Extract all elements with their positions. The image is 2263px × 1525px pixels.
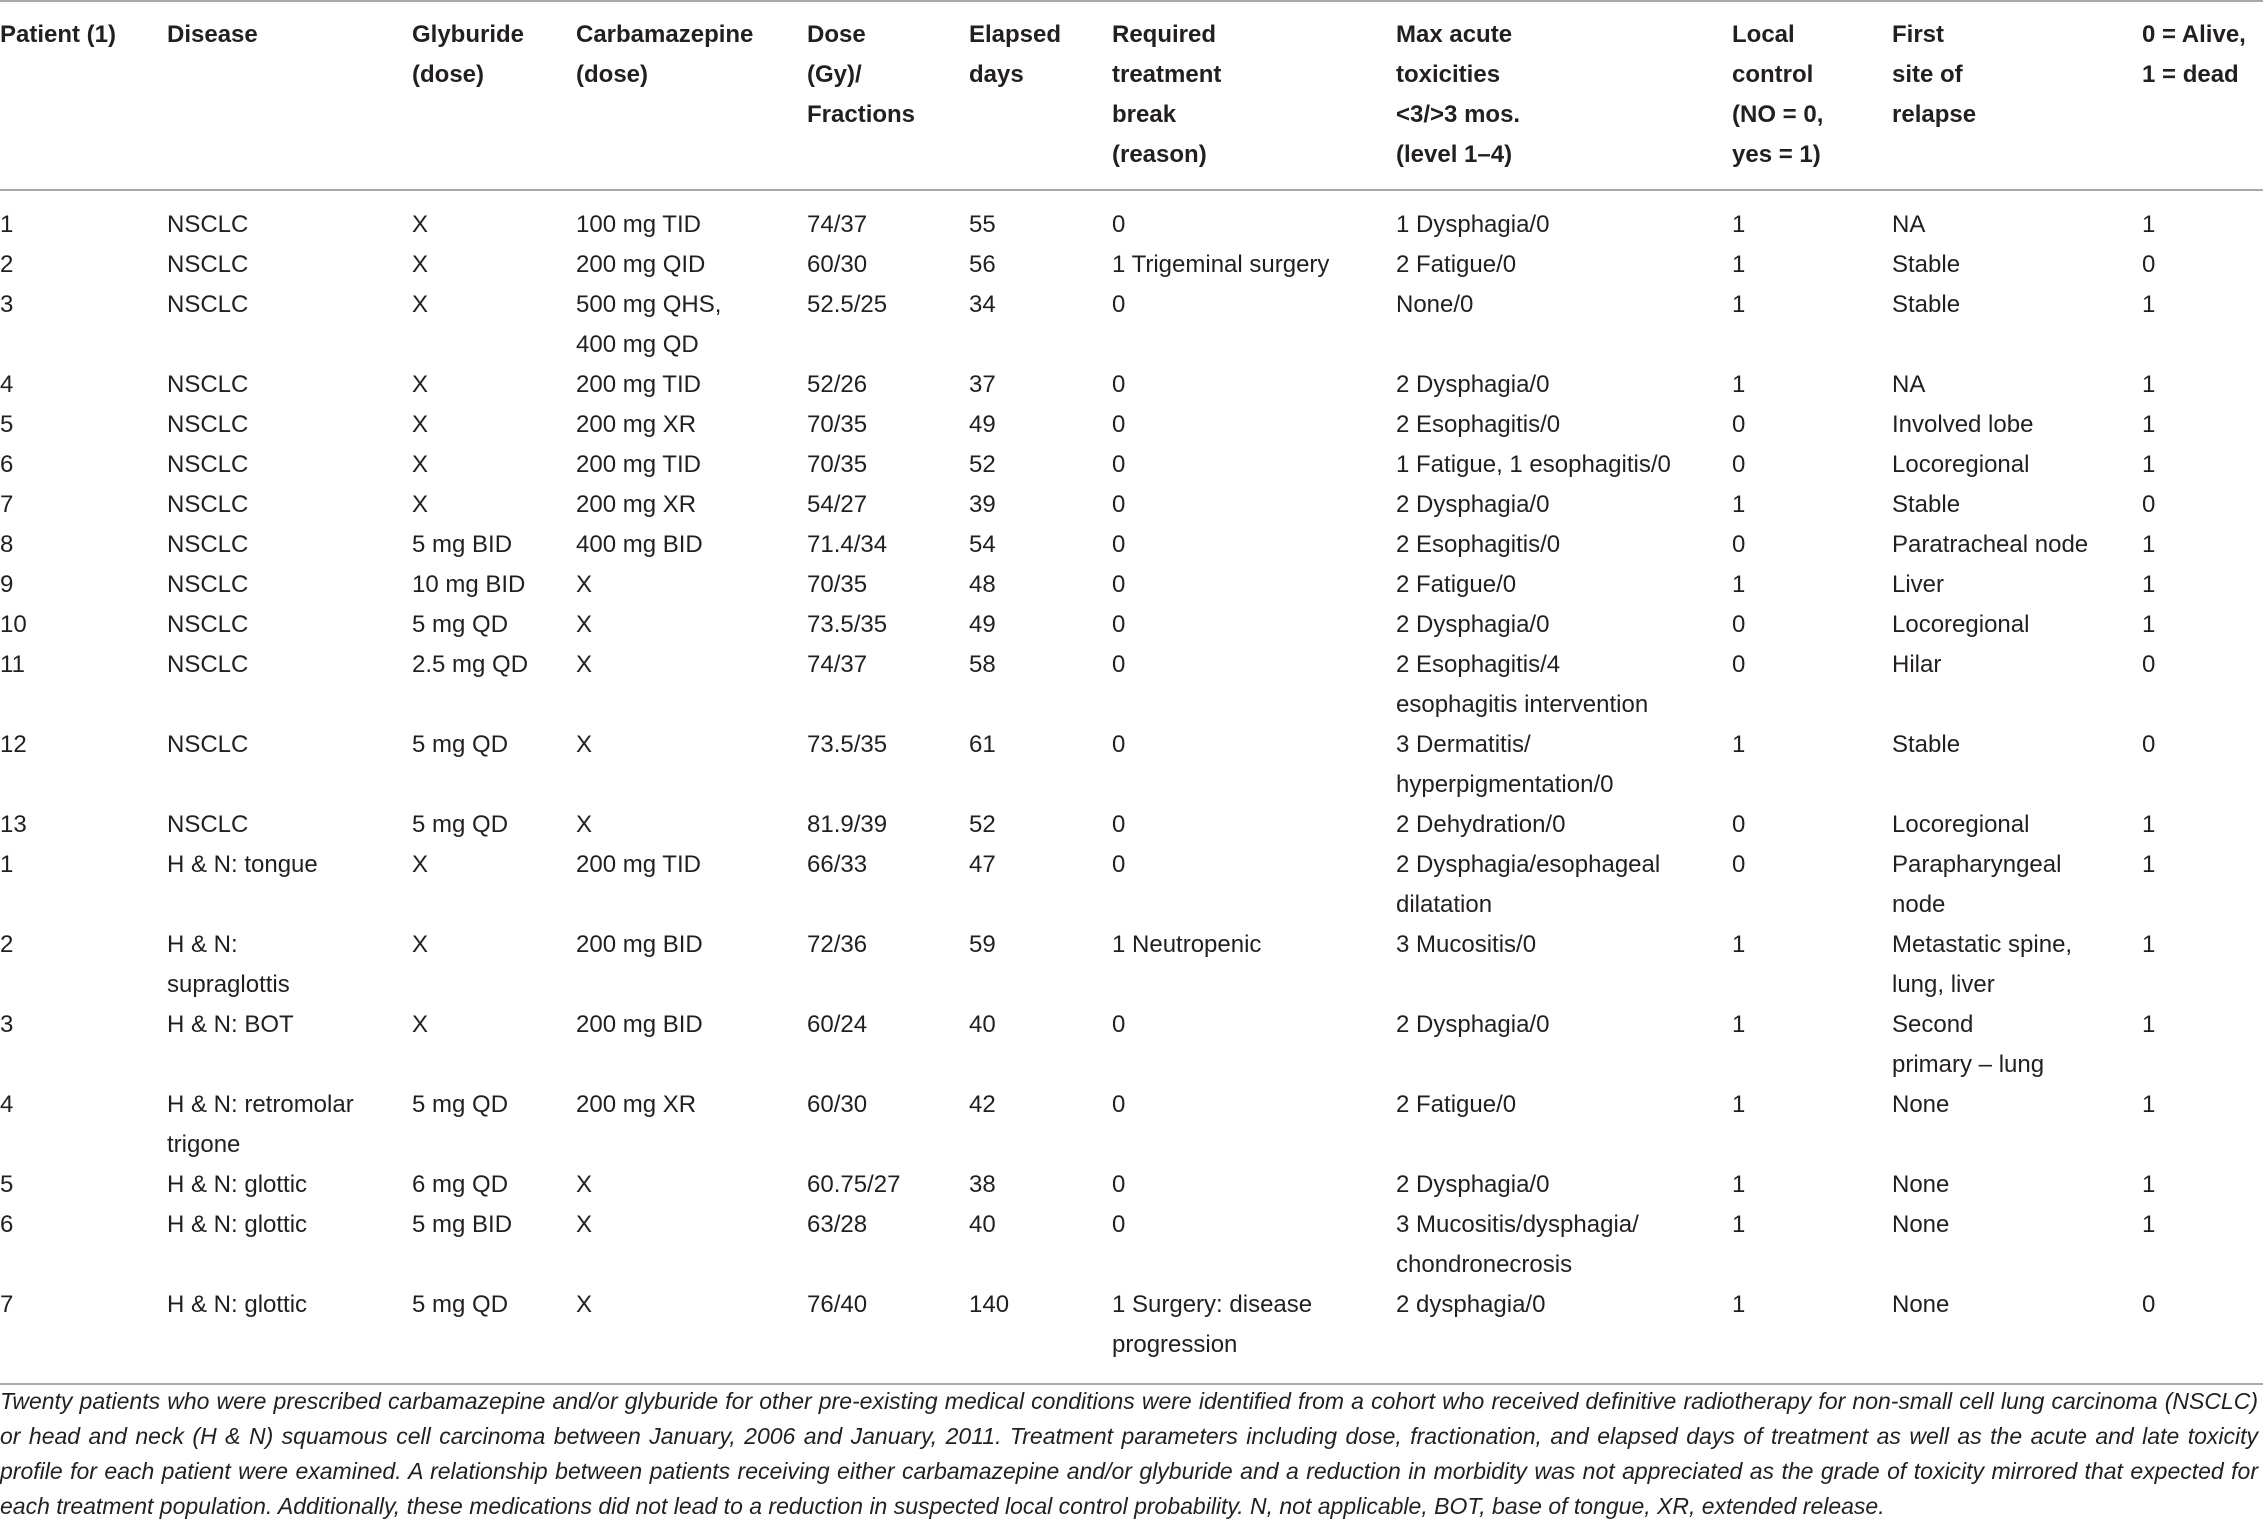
table-cell: 2	[0, 251, 14, 278]
table-cell: X	[412, 371, 429, 398]
table-cell: 72/36	[807, 931, 868, 958]
table-cell: 13	[0, 811, 27, 838]
table-cell: 2 Dysphagia/0	[1396, 371, 1550, 398]
table-cell: 1	[2142, 851, 2156, 878]
table-cell: 6 mg QD	[412, 1171, 509, 1198]
table-cell: 5 mg QD	[412, 1285, 576, 1384]
column-header: Dose (Gy)/ Fractions	[807, 1, 969, 190]
table-cell: Paratracheal node	[1892, 531, 2089, 558]
table-row	[0, 485, 2263, 525]
table-cell: NSCLC	[167, 291, 249, 318]
table-cell: 0	[1732, 411, 1746, 438]
table-row	[0, 805, 2263, 845]
table-cell: 0	[1112, 1091, 1126, 1118]
table-cell: 1	[1732, 931, 1746, 958]
table-cell: 1	[1732, 491, 1746, 518]
table-cell: 4	[0, 1091, 14, 1118]
table-cell: 200 mg BID	[576, 931, 703, 958]
table-cell: 2	[0, 931, 14, 958]
table-cell: 3 Mucositis/0	[1396, 931, 1537, 958]
table-cell: 0	[2142, 651, 2156, 678]
table-header	[0, 1, 2263, 190]
table-cell: None	[1892, 1171, 1950, 1198]
table-cell: Stable	[1892, 291, 1961, 318]
table-cell: 1	[2142, 1211, 2156, 1238]
table-row	[0, 645, 2263, 725]
table-cell: 3 Mucositis/dysphagia/ chondronecrosis	[1396, 1211, 1639, 1278]
table-cell: NSCLC	[167, 251, 249, 278]
table-cell: 0	[1112, 811, 1126, 838]
table-cell: 10	[0, 611, 27, 638]
table-cell: 200 mg XR	[576, 1091, 697, 1118]
table-cell: 0	[1112, 731, 1126, 758]
table-cell: 60.75/27	[807, 1171, 901, 1198]
table-cell: H & N: retromolar trigone	[167, 1091, 354, 1158]
table-cell: X	[576, 731, 593, 758]
table-cell: 0	[2142, 731, 2156, 758]
table-row	[0, 1285, 2263, 1384]
table-cell: 200 mg XR	[576, 411, 697, 438]
table-cell: 4	[0, 371, 14, 398]
table-cell: NSCLC	[167, 611, 249, 638]
table-cell: Stable	[1892, 251, 1961, 278]
table-cell: 5 mg BID	[412, 1211, 513, 1238]
table-cell: 73.5/35	[807, 731, 888, 758]
table-cell: 70/35	[807, 411, 868, 438]
table-cell: 39	[969, 491, 996, 518]
table-cell: 2 Fatigue/0	[1396, 571, 1517, 598]
table-cell: 200 mg TID	[576, 851, 701, 878]
table-cell: 71.4/34	[807, 531, 888, 558]
table-cell: None	[1892, 1091, 1950, 1118]
table-cell: H & N: supraglottis	[167, 931, 290, 998]
table-cell: 2 Dysphagia/0	[1396, 491, 1550, 518]
table-cell: 60/30	[807, 251, 868, 278]
column-header: Carbamazepine (dose)	[576, 1, 807, 190]
table-cell: 400 mg BID	[576, 531, 703, 558]
table-row	[0, 845, 2263, 925]
table-cell: 2 Esophagitis/0	[1396, 531, 1561, 558]
table-row	[0, 925, 2263, 1005]
table-cell: 200 mg BID	[576, 1011, 703, 1038]
table-cell: 5 mg BID	[412, 531, 513, 558]
table-row	[0, 725, 2263, 805]
table-cell: 1	[2142, 811, 2156, 838]
table-cell: 100 mg TID	[576, 211, 701, 238]
table-cell: 59	[969, 931, 996, 958]
table-cell: 1 Dysphagia/0	[1396, 211, 1550, 238]
table-cell: X	[576, 1171, 593, 1198]
table-cell: 1	[2142, 411, 2156, 438]
table-cell: None/0	[1396, 291, 1474, 318]
column-header: Elapsed days	[969, 1, 1112, 190]
column-header: Glyburide (dose)	[412, 1, 576, 190]
table-cell: X	[576, 651, 593, 678]
table-cell: 0	[1112, 571, 1126, 598]
table-cell: 5 mg QD	[412, 1091, 509, 1118]
table-cell: 1	[2142, 611, 2156, 638]
table-cell: 7	[0, 491, 14, 518]
table-cell: X	[576, 811, 593, 838]
table-cell: 0	[1112, 211, 1126, 238]
table-cell: Locoregional	[1892, 451, 2030, 478]
table-cell: 2 Dysphagia/0	[1396, 611, 1550, 638]
table-row	[0, 565, 2263, 605]
table-cell: X	[576, 1211, 593, 1238]
table-cell: 0	[1112, 451, 1126, 478]
table-cell: 49	[969, 411, 996, 438]
table-row	[0, 1005, 2263, 1085]
table-cell: 42	[969, 1091, 996, 1118]
table-cell: 40	[969, 1011, 996, 1038]
table-cell: 0	[1112, 291, 1126, 318]
table-cell: 70/35	[807, 451, 868, 478]
table-row	[0, 605, 2263, 645]
table-row	[0, 365, 2263, 405]
table-cell: X	[412, 931, 429, 958]
table-cell: 0	[1112, 1011, 1126, 1038]
table-cell: Second primary – lung	[1892, 1011, 2045, 1078]
table-cell: 1	[1732, 1171, 1746, 1198]
table-cell: 74/37	[807, 651, 868, 678]
table-cell: 0	[1112, 531, 1126, 558]
table-cell: 2 Dysphagia/0	[1396, 1011, 1550, 1038]
table-cell: 1	[1732, 1211, 1746, 1238]
table-cell: 2 Dysphagia/0	[1396, 1171, 1550, 1198]
table-row	[0, 245, 2263, 285]
table-cell: X	[412, 1011, 429, 1038]
table-row	[0, 1085, 2263, 1165]
table-cell: 3	[0, 1011, 14, 1038]
table-cell: 2 Esophagitis/4 esophagitis intervention	[1396, 651, 1649, 718]
table-cell: NA	[1892, 211, 1926, 238]
table-cell: 81.9/39	[807, 811, 888, 838]
table-cell: 66/33	[807, 851, 868, 878]
table-cell: 1	[2142, 571, 2156, 598]
table-cell: 1	[2142, 931, 2156, 958]
column-header: Patient (1)	[0, 1, 167, 190]
table-cell: 7	[0, 1285, 167, 1384]
table-cell: 0	[1732, 811, 1746, 838]
table-cell: 73.5/35	[807, 611, 888, 638]
table-cell: 1	[2142, 531, 2156, 558]
table-cell: 1	[1732, 291, 1746, 318]
table-cell: 0	[1732, 651, 1746, 678]
table-cell: H & N: glottic	[167, 1171, 308, 1198]
column-header: Required treatment break (reason)	[1112, 1, 1396, 190]
table-cell: X	[576, 571, 593, 598]
table-cell: 38	[969, 1171, 996, 1198]
table-cell: Stable	[1892, 491, 1961, 518]
table-cell: 200 mg TID	[576, 451, 701, 478]
column-header: Max acute toxicities <3/>3 mos. (level 1–4)	[1396, 1, 1732, 190]
table-cell: 37	[969, 371, 996, 398]
table-cell: 70/35	[807, 571, 868, 598]
table-cell: Locoregional	[1892, 811, 2030, 838]
table-cell: 0	[2142, 251, 2156, 278]
column-header: Local control (NO = 0, yes = 1)	[1732, 1, 1892, 190]
table-cell: NSCLC	[167, 531, 249, 558]
table-footnote: Twenty patients who were prescribed carbamazepine and/or glyburide for other pre-existing medical conditions were identified from a cohort who received definitive radiotherapy for non-small cell lung carcinoma (NSCLC) or head and neck (H & N) squamous cell carcinoma between January, 2006 and January, 2011. Treatment parameters including dose, fractionation, and elapsed days of treatment as well as the acute and late toxicity profile for each patient were examined. A relationship between patients receiving either carbamazepine and/or glyburide and a reduction in morbidity was not appreciated as the grade of toxicity mirrored that expected for each treatment population. Additionally, these medications did not lead to a reduction in suspected local control probability. N, not applicable, BOT, base of tongue, XR, extended release.	[0, 1388, 2258, 1519]
table-cell: 1	[2142, 291, 2156, 318]
table-cell: 49	[969, 611, 996, 638]
table-cell: X	[576, 611, 593, 638]
table-cell: 2 Esophagitis/0	[1396, 411, 1561, 438]
table-cell: 3 Dermatitis/ hyperpigmentation/0	[1396, 731, 1614, 798]
table-cell: NSCLC	[167, 451, 249, 478]
table-cell: 56	[969, 251, 996, 278]
table-cell: 1	[2142, 1091, 2156, 1118]
table-cell: 52	[969, 811, 996, 838]
table-cell: Hilar	[1892, 651, 1942, 678]
table-cell: NSCLC	[167, 491, 249, 518]
table-cell: 1	[2142, 211, 2156, 238]
table-cell: 55	[969, 211, 996, 238]
table-cell: 34	[969, 291, 996, 318]
table-cell: 11	[0, 651, 25, 678]
table-cell: 1 Surgery: disease progression	[1112, 1285, 1396, 1384]
table-cell: 1	[1732, 211, 1746, 238]
table-cell: 0	[1732, 851, 1746, 878]
table-cell: Parapharyngeal node	[1892, 851, 2062, 918]
table-row	[0, 445, 2263, 485]
table-cell: 200 mg QID	[576, 251, 706, 278]
table-cell: None	[1892, 1285, 2142, 1384]
table-cell: Stable	[1892, 731, 1961, 758]
table-cell: None	[1892, 1211, 1950, 1238]
table-cell: 0	[1112, 611, 1126, 638]
table-cell: 1	[1732, 251, 1746, 278]
header-row	[0, 1, 2263, 190]
table-cell: 1	[0, 851, 14, 878]
table-cell: 140	[969, 1285, 1112, 1384]
table-cell: 0	[1112, 1171, 1126, 1198]
table-cell: 2 Dehydration/0	[1396, 811, 1566, 838]
column-header: 0 = Alive, 1 = dead	[2142, 1, 2263, 190]
table-cell: Involved lobe	[1892, 411, 2034, 438]
table-cell: 2.5 mg QD	[412, 651, 529, 678]
table-row	[0, 405, 2263, 445]
table-cell: 9	[0, 571, 14, 598]
table-cell: Locoregional	[1892, 611, 2030, 638]
table-cell: H & N: glottic	[167, 1285, 412, 1384]
table-cell: X	[412, 251, 429, 278]
table-cell: 1	[1732, 731, 1746, 758]
table-cell: 12	[0, 731, 27, 758]
table-cell: X	[412, 491, 429, 518]
table-cell: NSCLC	[167, 811, 249, 838]
table-cell: 54/27	[807, 491, 868, 518]
table-cell: 47	[969, 851, 996, 878]
table-cell: 1	[1732, 1091, 1746, 1118]
table-cell: 1	[2142, 451, 2156, 478]
table-cell: 2 Fatigue/0	[1396, 251, 1517, 278]
table-cell: 0	[1732, 531, 1746, 558]
table-cell: 0	[1112, 651, 1126, 678]
table-cell: NSCLC	[167, 211, 249, 238]
table-cell: 5	[0, 411, 14, 438]
table-cell: 76/40	[807, 1285, 969, 1384]
table-cell: 1 Trigeminal surgery	[1112, 251, 1330, 278]
table-cell: H & N: BOT	[167, 1011, 294, 1038]
table-cell: 1	[0, 211, 14, 238]
table-cell: 5 mg QD	[412, 731, 509, 758]
table-cell: 200 mg TID	[576, 371, 701, 398]
table-cell: H & N: tongue	[167, 851, 318, 878]
table-cell: 1 Fatigue, 1 esophagitis/0	[1396, 451, 1671, 478]
table-cell: 200 mg XR	[576, 491, 697, 518]
table-cell: 52	[969, 451, 996, 478]
table-body	[0, 190, 2263, 1384]
table-cell: 1	[1732, 571, 1746, 598]
table-cell: 60/30	[807, 1091, 868, 1118]
table-cell: X	[576, 1285, 807, 1384]
column-header: First site of relapse	[1892, 1, 2142, 190]
table-cell: Liver	[1892, 571, 1945, 598]
table-cell: 48	[969, 571, 996, 598]
table-cell: 1	[1732, 371, 1746, 398]
table-cell: 74/37	[807, 211, 868, 238]
table-row	[0, 1165, 2263, 1205]
table-cell: 1	[2142, 1011, 2156, 1038]
table-cell: 1	[2142, 371, 2156, 398]
table-cell: X	[412, 211, 429, 238]
table-cell: X	[412, 411, 429, 438]
table-row	[0, 1205, 2263, 1285]
table-cell: NA	[1892, 371, 1926, 398]
column-header: Disease	[167, 1, 412, 190]
table-cell: 0	[1112, 411, 1126, 438]
table-cell: NSCLC	[167, 371, 249, 398]
table-cell: 0	[1732, 451, 1746, 478]
table-cell: X	[412, 851, 429, 878]
table-cell: X	[412, 291, 429, 318]
table-cell: 58	[969, 651, 996, 678]
table-cell: 60/24	[807, 1011, 868, 1038]
table-cell: NSCLC	[167, 411, 249, 438]
table-cell: X	[412, 451, 429, 478]
table-cell: 0	[1732, 611, 1746, 638]
table-cell: 6	[0, 451, 14, 478]
table-cell: 8	[0, 531, 14, 558]
table-cell: 3	[0, 291, 14, 318]
table-cell: 5 mg QD	[412, 611, 509, 638]
table-cell: 52.5/25	[807, 291, 888, 318]
table-cell: 2 Fatigue/0	[1396, 1091, 1517, 1118]
table-cell: Metastatic spine, lung, liver	[1892, 931, 2073, 998]
table-cell: 63/28	[807, 1211, 868, 1238]
table-cell: 0	[1112, 1211, 1126, 1238]
table-cell: 5	[0, 1171, 14, 1198]
table-cell: 0	[1112, 491, 1126, 518]
table-cell: 0	[1112, 371, 1126, 398]
table-cell: NSCLC	[167, 571, 249, 598]
table-cell: 52/26	[807, 371, 868, 398]
table-cell: 500 mg QHS, 400 mg QD	[576, 291, 722, 358]
table-cell: NSCLC	[167, 651, 249, 678]
table-cell: NSCLC	[167, 731, 249, 758]
table-cell: 5 mg QD	[412, 811, 509, 838]
table-cell: 1	[2142, 1171, 2156, 1198]
table-cell: 54	[969, 531, 996, 558]
table-cell: H & N: glottic	[167, 1211, 308, 1238]
table-cell: 0	[1112, 851, 1126, 878]
table-cell: 61	[969, 731, 996, 758]
table-cell: 1 Neutropenic	[1112, 931, 1262, 958]
table-cell: 2 dysphagia/0	[1396, 1285, 1732, 1384]
table-cell: 1	[1732, 1011, 1746, 1038]
table-cell: 0	[2142, 491, 2156, 518]
table-row	[0, 190, 2263, 245]
table-cell: 10 mg BID	[412, 571, 526, 598]
table-row	[0, 285, 2263, 365]
table-cell: 0	[2142, 1285, 2263, 1384]
table-row	[0, 525, 2263, 565]
table-cell: 40	[969, 1211, 996, 1238]
table-cell: 1	[1732, 1285, 1892, 1384]
table-cell: 2 Dysphagia/esophageal dilatation	[1396, 851, 1661, 918]
table-cell: 6	[0, 1211, 14, 1238]
